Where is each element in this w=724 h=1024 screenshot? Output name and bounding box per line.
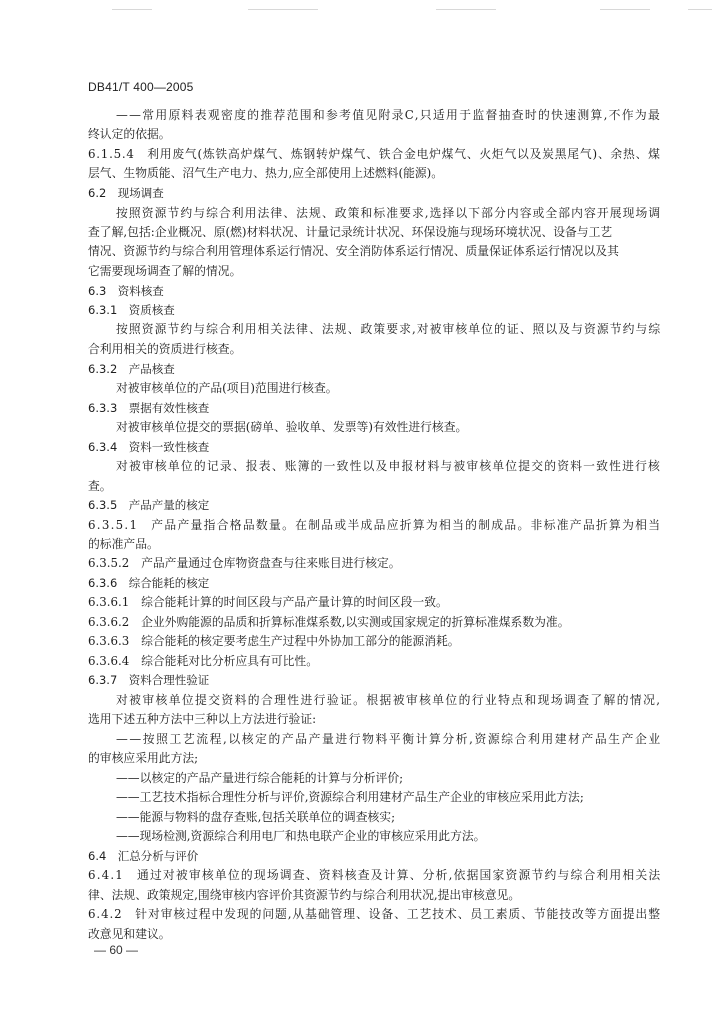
text-line: 按照资源节约与综合利用相关法律、法规、政策要求,对被审核单位的证、照以及与资源节约与综 — [116, 322, 662, 336]
text-line: 选用下述五种方法中三种以上方法进行验证: — [88, 712, 317, 726]
text-line: 终认定的依据。 — [88, 127, 171, 141]
scan-top-marks — [0, 0, 724, 20]
text-line: ——以核定的产品产量进行综合能耗的计算与分析评价; — [116, 771, 404, 785]
section-heading: 6.3.7 资料合理性验证 — [88, 673, 210, 687]
text-line: ——常用原料表观密度的推荐范围和参考值见附录C,只适用于监督抽查时的快速测算,不作为最 — [116, 108, 662, 122]
section-heading: 6.3.5 产品产量的核定 — [88, 498, 210, 512]
text-line: 6.3.6.3 综合能耗的核定要考虑生产过程中外协加工部分的能源消耗。 — [88, 634, 460, 648]
section-heading: 6.3.4 资料一致性核查 — [88, 440, 210, 454]
section-heading: 6.4 汇总分析与评价 — [88, 849, 199, 863]
text-line: 对被审核单位提交的票据(磅单、验收单、发票等)有效性进行核查。 — [116, 420, 468, 434]
text-line: 6.3.6.4 综合能耗对比分析应具有可比性。 — [88, 654, 319, 668]
text-line: 的标准产品。 — [88, 537, 159, 551]
text-line: ——能源与物料的盘存查账,包括关联单位的调查核实; — [116, 810, 396, 824]
section-heading: 6.3.6 综合能耗的核定 — [88, 576, 210, 590]
standard-code: DB41/T 400—2005 — [88, 80, 194, 94]
text-line: 6.3.5.1 产品产量指合格品数量。在制品或半成品应折算为相当的制成品。非标准产品折算为相当 — [88, 518, 662, 532]
text-line: ——按照工艺流程,以核定的产品产量进行物料平衡计算分析,资源综合利用建材产品生产企业 — [116, 732, 662, 746]
text-line: 对被审核单位的产品(项目)范围进行核查。 — [116, 381, 338, 395]
text-line: 按照资源节约与综合利用法律、法规、政策和标准要求,选择以下部分内容或全部内容开展现场调 — [116, 206, 662, 220]
text-line: 层气、生物质能、沼气生产电力、热力,应全部使用上述燃料(能源)。 — [88, 166, 444, 180]
text-line: 它需要现场调查了解的情况。 — [88, 264, 242, 278]
section-heading: 6.3.2 产品核查 — [88, 362, 175, 376]
text-line: 的审核应采用此方法; — [88, 751, 199, 765]
text-line: 改意见和建议。 — [88, 927, 171, 941]
text-line: 6.3.6.2 企业外购能源的品质和折算标准煤系数,以实测或国家规定的折算标准煤系数为准。 — [88, 615, 570, 629]
text-line: ——工艺技术指标合理性分析与评价,资源综合利用建材产品生产企业的审核应采用此方法; — [116, 790, 584, 804]
text-line: 6.4.2 针对审核过程中发现的问题,从基础管理、设备、工艺技术、员工素质、节能技改等方面提出整 — [88, 907, 661, 921]
section-heading: 6.3.1 资质核查 — [88, 303, 175, 317]
text-line: 合利用相关的资质进行核查。 — [88, 342, 242, 356]
section-heading: 6.3.3 票据有效性核查 — [88, 401, 210, 415]
text-line: 6.3.5.2 产品产量通过仓库物资盘查与往来账目进行核定。 — [88, 556, 401, 570]
text-line: 6.1.5.4 利用废气(炼铁高炉煤气、炼钢转炉煤气、铁合金电炉煤气、火炬气以及炭黑尾气)、余热、煤 — [88, 147, 661, 161]
text-line: 情况、资源节约与综合利用管理体系运行情况、安全消防体系运行情况、质量保证体系运行情况以及其 — [88, 244, 619, 258]
text-line: 对被审核单位的记录、报表、账簿的一致性以及申报材料与被审核单位提交的资料一致性进行核 — [116, 459, 662, 473]
text-line: 律、法规、政策规定,围绕审核内容评价其资源节约与综合利用状况,提出审核意见。 — [88, 888, 521, 902]
page-number: — 60 — — [94, 943, 139, 957]
text-line: 6.3.6.1 综合能耗计算的时间区段与产品产量计算的时间区段一致。 — [88, 595, 448, 609]
text-line: 6.4.1 通过对被审核单位的现场调查、资料核查及计算、分析,依据国家资源节约与综合利用相关法 — [88, 868, 662, 882]
text-line: 对被审核单位提交资料的合理性进行验证。根据被审核单位的行业特点和现场调查了解的情况, — [116, 693, 662, 707]
section-heading: 6.2 现场调查 — [88, 186, 164, 200]
section-heading: 6.3 资料核查 — [88, 284, 164, 298]
text-line: 查了解,包括:企业概况、原(燃)材料状况、计量记录统计状况、环保设施与现场环境状况、设备与工艺 — [88, 225, 613, 239]
text-line: ——现场检测,资源综合利用电厂和热电联产企业的审核应采用此方法。 — [116, 829, 486, 843]
text-line: 查。 — [88, 479, 112, 493]
